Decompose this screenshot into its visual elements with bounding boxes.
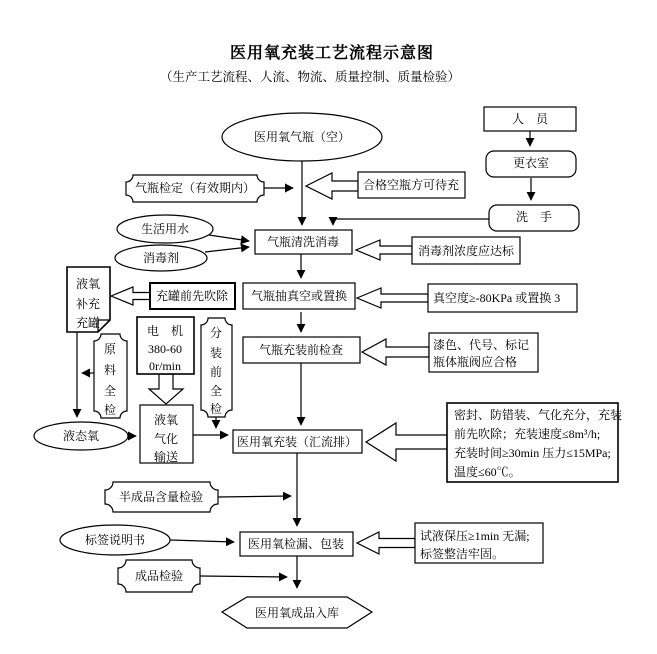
raw-check-char4: 检 (103, 403, 117, 417)
note-disinfectant-conc (412, 237, 520, 264)
raw-check-char3: 全 (103, 384, 117, 398)
filling-label: 医用氧充装（汇流排） (236, 435, 358, 449)
node-raw-material-check (94, 334, 127, 418)
pre-split-char2: 装 (209, 346, 223, 360)
arrow-semicheck-to-line (218, 496, 291, 497)
node-vacuum (243, 283, 355, 309)
paint-line2: 瓶体瓶阀应合格 (433, 355, 518, 369)
lox-label: 液态氧 (62, 429, 100, 443)
node-semi-product-check (105, 482, 218, 512)
leak-pack-label: 医用氧检漏、包装 (247, 537, 345, 551)
node-lox-refill (67, 267, 110, 332)
block-arrow-blow-first (111, 287, 150, 305)
vaporize-line3: 输送 (153, 450, 179, 464)
domestic-water-label: 生活用水 (140, 222, 190, 236)
node-cylinder-inspection (126, 175, 264, 202)
note-vacuum-spec (428, 284, 577, 312)
pre-fill-inspection-label: 气瓶充装前检查 (258, 343, 344, 357)
block-arrow-leak-spec (357, 532, 415, 554)
page-subtitle: （生产工艺流程、人流、物流、质量控制、质量检验） (159, 70, 461, 84)
note-leak-spec (415, 523, 543, 563)
qualified-label: 合格空瓶方可待充 (362, 178, 460, 192)
pre-split-char1: 分 (209, 326, 223, 340)
node-domestic-water (117, 215, 213, 243)
leak-spec-line1: 试液保压≥1min 无漏; (420, 529, 530, 543)
block-arrow-disinfectant-conc (356, 240, 412, 260)
page-title: 医用氧充装工艺流程示意图 (229, 45, 435, 62)
leak-spec-line2: 标签整洁牢固。 (420, 547, 505, 561)
changing-room-label: 更衣室 (512, 156, 550, 170)
raw-check-char2: 料 (103, 363, 117, 377)
cylinder-inspection-label: 气瓶检定（有效期内） (134, 181, 256, 195)
filling-spec-line1: 密封、防错装、气化充分，充装 (454, 408, 623, 422)
node-disinfectant (115, 245, 207, 271)
block-arrow-vacuum-spec (357, 288, 428, 308)
node-pre-fill-inspection (243, 337, 360, 363)
node-final-check (118, 560, 200, 592)
arrow-finalcheck-to-line (200, 576, 287, 577)
block-arrow-paint (362, 339, 429, 365)
node-wash-hands (489, 205, 579, 231)
node-cleaning (255, 230, 352, 254)
filling-spec-line4: 温度≤60℃。 (454, 465, 521, 479)
label-manual-label: 标签说明书 (84, 533, 146, 547)
node-warehouse (222, 597, 372, 628)
note-blow-first (150, 283, 235, 309)
node-vaporize (140, 405, 193, 464)
final-check-label: 成品检验 (134, 569, 184, 583)
arrow-disinfectant-to-cleaning (205, 247, 249, 252)
vacuum-label: 气瓶抽真空或置换 (250, 289, 348, 303)
node-leak-pack (240, 532, 353, 556)
vaporize-line1: 液氧 (153, 413, 179, 427)
node-pre-split-check (201, 318, 232, 417)
block-arrow-motor-down (149, 374, 183, 404)
node-filling (233, 430, 362, 453)
warehouse-label: 医用氧成品入库 (254, 606, 340, 620)
block-arrow-qualified (306, 173, 358, 199)
disinfectant-conc-label: 消毒剂浓度应达标 (417, 244, 515, 258)
pre-split-char5: 检 (209, 402, 223, 416)
node-changing-room (486, 151, 576, 177)
disinfectant-label: 消毒剂 (142, 251, 180, 265)
lox-refill-line1: 液氧 (75, 277, 101, 291)
cleaning-label: 气瓶清洗消毒 (266, 235, 340, 249)
raw-check-char1: 原 (103, 342, 117, 356)
blow-first-label: 充罐前先吹除 (155, 289, 229, 303)
arrow-wash-to-cleaning (333, 219, 489, 225)
pre-split-char3: 前 (209, 365, 223, 379)
lox-refill-line3: 充罐 (75, 316, 101, 330)
filling-spec-line3: 充装时间≥30min 压力≤15MPa; (454, 446, 611, 460)
motor-line1: 电 机 (146, 324, 184, 338)
pre-split-char4: 全 (209, 384, 223, 398)
vaporize-line2: 气化 (153, 432, 179, 446)
node-lox (34, 422, 128, 450)
wash-hands-label: 洗 手 (515, 210, 553, 224)
semi-product-check-label: 半成品含量检验 (118, 490, 204, 504)
arrow-water-to-cleaning (209, 235, 249, 241)
arrow-label-to-leakpack (170, 540, 234, 542)
vacuum-spec-label: 真空度≥-80KPa 或置换 3 (433, 291, 561, 305)
paint-line1: 漆色、代号、标记 (433, 338, 530, 352)
node-label-manual (60, 525, 170, 555)
note-paint (429, 333, 538, 372)
personnel-label: 人 员 (511, 112, 549, 126)
motor-line2: 380-60 (148, 342, 182, 356)
note-filling-spec (447, 403, 622, 482)
lox-refill-line2: 补充 (75, 297, 101, 311)
block-arrow-filling-spec (366, 423, 447, 461)
node-motor (137, 317, 194, 374)
empty-cylinder-label: 医用氧气瓶（空） (253, 130, 351, 144)
motor-line3: 0r/min (149, 359, 181, 373)
node-personnel (484, 107, 576, 131)
note-qualified (358, 172, 465, 198)
filling-spec-line2: 前先吹除；充装速度≤8m³/h; (454, 427, 601, 441)
node-empty-cylinder (222, 113, 382, 161)
